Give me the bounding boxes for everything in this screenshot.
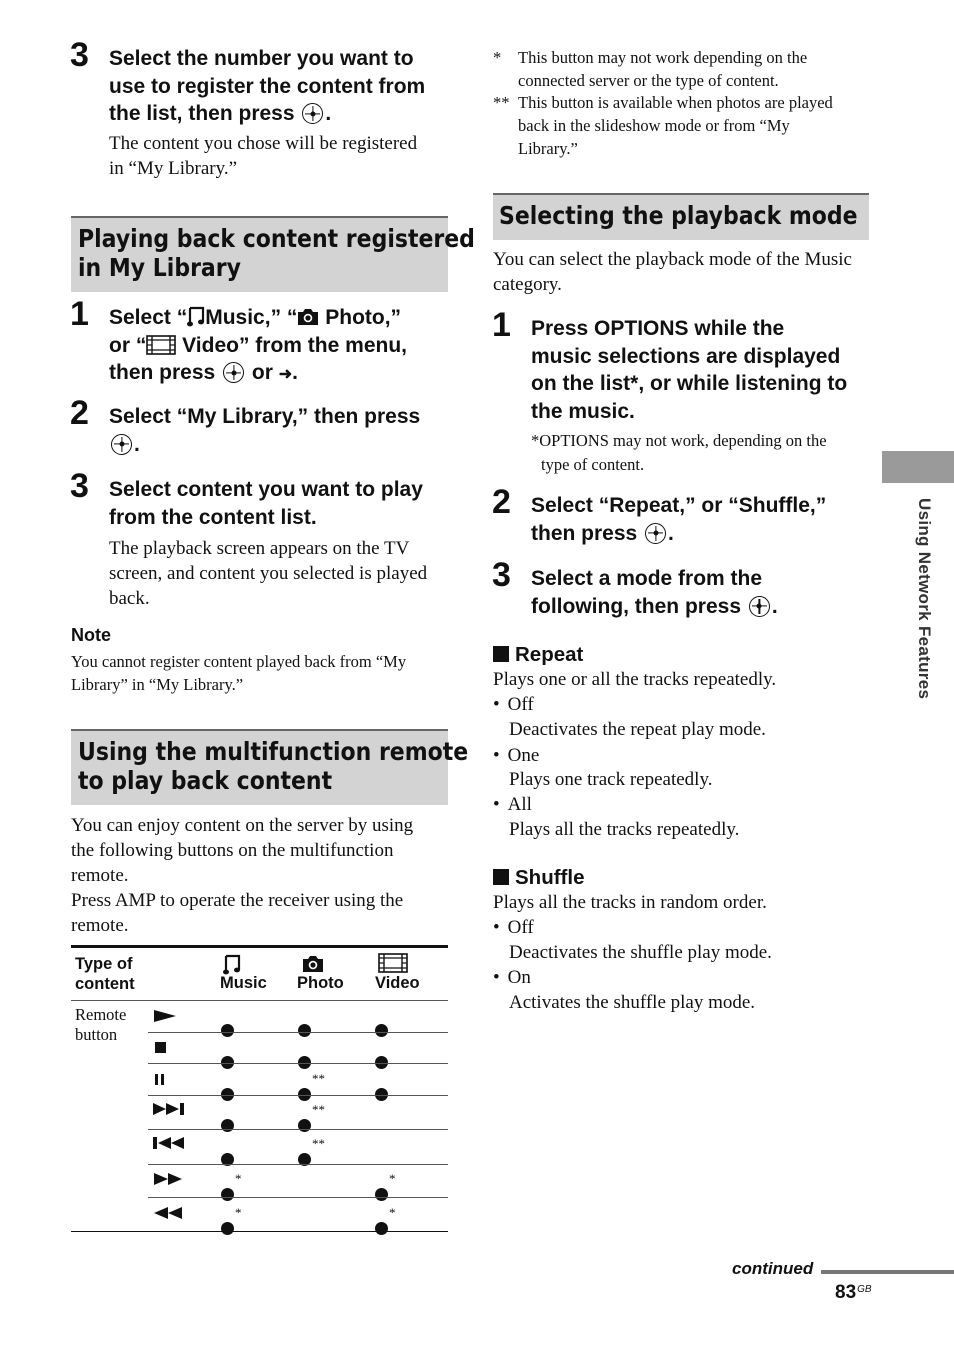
step-line: [109, 304, 407, 332]
bullet-item: • On: [493, 967, 531, 988]
step-line: on the list*, or while listening to: [531, 372, 848, 395]
play-icon: [154, 1009, 176, 1027]
text: Music,” “: [205, 306, 298, 329]
step-line: Select the number you want to: [109, 47, 414, 70]
step-instruction: [109, 304, 407, 389]
step-line: [531, 520, 826, 548]
option-description: Deactivates the shuffle play mode.: [509, 942, 772, 963]
step-instruction: [109, 403, 420, 458]
note-line: type of content.: [541, 455, 645, 474]
section-heading: Selecting the playback mode: [499, 201, 858, 230]
body-line: back.: [109, 588, 150, 609]
square-bullet-icon: [493, 646, 509, 662]
film-icon: [146, 335, 176, 355]
body-line: the following buttons on the multifunction: [71, 840, 394, 861]
step-number: 3: [70, 36, 89, 74]
step-line-text: the list, then press: [109, 102, 295, 125]
footnote-mark: **: [493, 93, 510, 112]
photo-cell: **: [298, 1102, 325, 1132]
footnote-line: connected server or the type of content.: [518, 71, 779, 90]
table-rule: [71, 1000, 448, 1001]
video-cell: [375, 1071, 389, 1101]
note-line: *OPTIONS may not work, depending on the: [531, 431, 827, 450]
bullet-item: • One: [493, 745, 540, 766]
note-title: Note: [71, 625, 111, 645]
pause-icon: [155, 1072, 167, 1090]
enter-button-icon: [111, 434, 132, 455]
step-number: 3: [70, 467, 89, 505]
subheading-repeat: [493, 643, 583, 667]
repeat-description: Plays one or all the tracks repeatedly.: [493, 669, 777, 690]
step-number: 2: [70, 394, 89, 432]
footnote-line: back in the slideshow mode or from “My: [518, 116, 790, 135]
table-rule: [148, 1197, 448, 1198]
step-instruction: [109, 476, 423, 531]
page-number: [835, 1282, 872, 1304]
music-cell: *: [221, 1205, 242, 1235]
video-cell: *: [375, 1171, 396, 1201]
music-cell: [221, 1039, 235, 1069]
step-line: Select content you want to play: [109, 478, 423, 501]
camera-icon: [297, 308, 319, 326]
table-rule: [148, 1095, 448, 1096]
body-line: remote.: [71, 865, 129, 886]
page-number-text: 83: [835, 1282, 857, 1303]
music-note-icon: [187, 305, 205, 327]
subheading-text: Shuffle: [515, 866, 585, 889]
subheading-shuffle: [493, 866, 584, 890]
step-line: music selections are displayed: [531, 344, 841, 368]
step-line: [109, 431, 420, 459]
step-line: Select “Repeat,” or “Shuffle,”: [531, 494, 827, 517]
label-line: Remote: [75, 1005, 127, 1024]
footnote-line: This button is available when photos are played: [518, 93, 833, 112]
chapter-label: Using Network Features: [915, 498, 934, 700]
table-rule: [148, 1164, 448, 1165]
video-cell: [375, 1039, 389, 1069]
music-cell: [221, 1102, 235, 1132]
fast-forward-icon: [153, 1172, 185, 1191]
step-line: from the content list.: [109, 505, 317, 529]
film-icon: [378, 953, 408, 973]
enter-button-icon: [223, 362, 244, 383]
music-cell: *: [221, 1171, 242, 1201]
note-text: [71, 650, 406, 696]
page-suffix: GB: [857, 1284, 872, 1295]
option-description: Plays one track repeatedly.: [509, 769, 713, 790]
shuffle-description: Plays all the tracks in random order.: [493, 892, 767, 913]
text: following, then press: [531, 594, 742, 618]
enter-button-icon: [302, 103, 323, 124]
body-line: remote.: [71, 915, 129, 936]
text: .: [771, 594, 778, 618]
footnote-text: [518, 91, 833, 160]
music-note-icon: [222, 953, 242, 975]
text: or: [246, 361, 279, 384]
col-header-photo: Photo: [297, 974, 344, 992]
step-instruction: [531, 565, 778, 620]
table-top-rule: [71, 945, 448, 948]
step-note: [531, 429, 827, 477]
step-line: the list, then press .: [109, 102, 332, 125]
square-bullet-icon: [493, 869, 509, 885]
body-line: screen, and content you selected is played: [109, 563, 428, 584]
enter-button-icon: [645, 523, 666, 544]
text: then press: [109, 361, 222, 384]
section-heading: [78, 224, 475, 282]
step-number: 2: [492, 483, 511, 521]
header-line: content: [75, 975, 135, 993]
body-line: You can enjoy content on the server by using: [71, 815, 414, 836]
text: or “: [109, 333, 147, 357]
body-line: The content you chose will be registered: [109, 133, 418, 154]
heading-line: to play back content: [78, 766, 333, 795]
footnote-line: Library.”: [518, 139, 578, 158]
heading-line: Using the multifunction remote: [78, 737, 469, 766]
step-instruction: [109, 45, 425, 128]
option-label: Off: [507, 917, 534, 938]
next-track-icon: [153, 1102, 187, 1121]
heading-line: in My Library: [78, 253, 241, 282]
music-cell: [221, 1071, 235, 1101]
footnote-text: [518, 46, 807, 92]
subheading-text: Repeat: [515, 643, 584, 666]
body-line: Press AMP to operate the receiver using the: [71, 890, 404, 911]
bullet-item: • All: [493, 794, 532, 815]
body-line: in “My Library.”: [109, 158, 238, 179]
option-label: All: [507, 794, 532, 815]
table-rule: [148, 1063, 448, 1064]
note-line: Library” in “My Library.”: [71, 675, 244, 694]
step-number: 1: [492, 306, 511, 344]
step-line: [531, 593, 778, 621]
row-label-remote-button: [75, 1005, 126, 1045]
body-line: You can select the playback mode of the Music: [493, 249, 852, 270]
text: .: [668, 521, 674, 545]
step-number: 3: [492, 556, 511, 594]
step-description: [109, 131, 417, 181]
text: Select “: [109, 306, 188, 329]
step-number: 1: [70, 295, 89, 333]
note-line: You cannot register content played back from “My: [71, 652, 407, 671]
col-header-music: Music: [220, 974, 267, 992]
step-instruction: [531, 492, 826, 547]
step-description: [109, 536, 427, 611]
body-line: The playback screen appears on the TV: [109, 538, 410, 559]
text: then press: [531, 521, 638, 545]
option-description: Activates the shuffle play mode.: [509, 992, 756, 1013]
text: Photo,”: [319, 306, 402, 329]
step-line: the music.: [531, 399, 635, 423]
option-description: Plays all the tracks repeatedly.: [509, 819, 740, 840]
video-cell: *: [375, 1205, 396, 1235]
body-line: category.: [493, 274, 562, 295]
section-body: [493, 247, 852, 297]
text: .: [134, 432, 140, 456]
option-label: On: [507, 967, 531, 988]
option-label: One: [507, 745, 540, 766]
stop-icon: [155, 1040, 166, 1058]
label-line: button: [75, 1025, 118, 1044]
step-line: Select a mode from the: [531, 567, 763, 590]
section-heading: [78, 737, 468, 795]
option-description: Deactivates the repeat play mode.: [509, 719, 766, 740]
header-line: Type of: [75, 955, 133, 973]
table-header-type: [75, 954, 135, 994]
step-line: then press or ➜.: [109, 361, 298, 384]
step-line: Press OPTIONS while the: [531, 317, 785, 340]
footnote-mark: *: [493, 48, 502, 67]
camera-icon: [302, 955, 324, 973]
continued-label: continued: [732, 1259, 814, 1278]
section-body: [71, 813, 413, 938]
table-rule: [148, 1129, 448, 1130]
option-label: Off: [507, 694, 534, 715]
photo-cell: [298, 1039, 312, 1069]
footnote-line: This button may not work depending on the: [518, 48, 808, 67]
music-cell: [221, 1136, 235, 1166]
step-instruction: [531, 315, 847, 425]
right-arrow-icon: ➜: [278, 366, 293, 383]
chapter-tab: [882, 451, 954, 483]
text: Video” from the menu,: [176, 333, 407, 357]
table-rule: [148, 1032, 448, 1033]
step-line: [109, 332, 407, 360]
bullet-item: • Off: [493, 917, 534, 938]
step-line: use to register the content from: [109, 74, 426, 98]
col-header-video: Video: [375, 974, 420, 992]
enter-button-icon: [749, 596, 770, 617]
bullet-item: • Off: [493, 694, 534, 715]
table-bottom-rule: [71, 1231, 448, 1232]
step-line: Select “My Library,” then press: [109, 405, 421, 428]
previous-track-icon: [153, 1136, 187, 1155]
photo-cell: **: [298, 1136, 325, 1166]
photo-cell: **: [298, 1071, 325, 1101]
heading-line: Playing back content registered: [78, 224, 475, 253]
rewind-icon: [153, 1206, 185, 1225]
continued-bar: [821, 1270, 954, 1274]
